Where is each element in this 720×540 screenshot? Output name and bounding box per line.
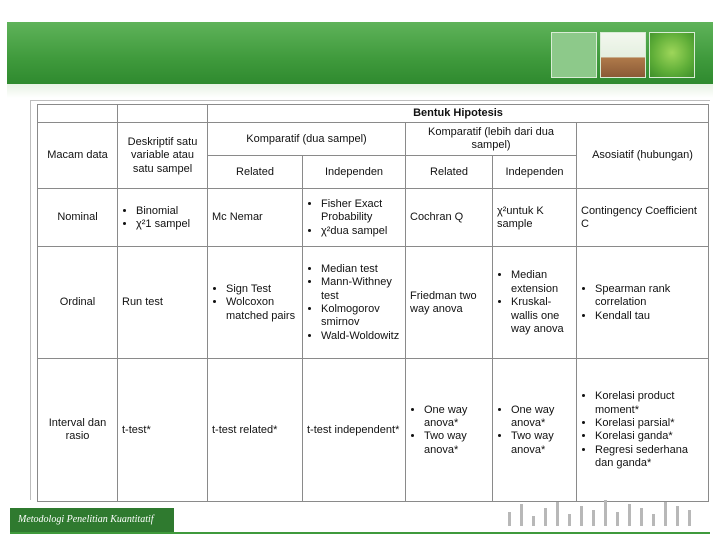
table-row (38, 247, 709, 359)
list-item: • Median test (321, 263, 401, 276)
list-item: • Wald-Woldowitz (321, 330, 401, 343)
tick-decoration (652, 514, 655, 526)
tick-decoration (532, 516, 535, 526)
tick-decoration (604, 500, 607, 526)
list-item: • Fisher Exact Probability (321, 198, 401, 225)
list-item: • Binomial (136, 205, 203, 218)
sprout-photo-thumbnail (600, 32, 646, 78)
cell-ordinal-independen-k (493, 247, 577, 359)
cell-nominal-related-k: Cochran Q (406, 189, 493, 247)
tick-decoration (676, 506, 679, 526)
list-item: • Wolcoxon matched pairs (226, 296, 298, 323)
header-macam-data: Macam data (38, 123, 118, 189)
list-item: • One way anova* (424, 404, 488, 431)
cell-interval-related-k (406, 359, 493, 502)
subheader-independen-lebih: Independen (493, 156, 577, 189)
cell-interval-independen: t-test independent* (303, 359, 406, 502)
table-title: Bentuk Hipotesis (208, 105, 709, 123)
list-item: • Kruskal-wallis one way anova (511, 296, 572, 336)
list-item: • Two way anova* (424, 430, 488, 457)
footer-line (10, 532, 710, 534)
cell-interval-independen-k (493, 359, 577, 502)
footer-label: Metodologi Penelitian Kuantitatif (10, 508, 174, 532)
tick-decoration (544, 508, 547, 526)
cell-ordinal-deskriptif: Run test (118, 247, 208, 359)
cell-interval-deskriptif: t-test* (118, 359, 208, 502)
left-rule (30, 100, 31, 500)
list-item: • Korelasi parsial* (595, 417, 704, 430)
subheader-related-lebih: Related (406, 156, 493, 189)
header-deskriptif: Deskriptif satu variable atau satu sampel (118, 123, 208, 189)
header-komparatif-lebih: Komparatif (lebih dari dua sampel) (406, 123, 577, 156)
tick-decoration (568, 514, 571, 526)
header-komparatif-dua: Komparatif (dua sampel) (208, 123, 406, 156)
cell-interval-related: t-test related* (208, 359, 303, 502)
tick-decoration (556, 502, 559, 526)
list-item: • Korelasi product moment* (595, 390, 704, 417)
list-item: • Two way anova* (511, 430, 572, 457)
cell-nominal-related: Mc Nemar (208, 189, 303, 247)
cell-nominal-deskriptif (118, 189, 208, 247)
page-number-decoration (508, 496, 708, 526)
tick-decoration (616, 512, 619, 526)
table-row (38, 189, 709, 247)
cell-nominal-independen-k: χ²untuk K sample (493, 189, 577, 247)
cell-ordinal-asosiatif (577, 247, 709, 359)
list-item: • Regresi sederhana dan ganda* (595, 444, 704, 471)
hypothesis-table (37, 104, 709, 502)
row-label-ordinal: Ordinal (38, 247, 118, 359)
row-label-interval: Interval dan rasio (38, 359, 118, 502)
header-stripe (7, 84, 713, 98)
leaf-photo-thumbnail (649, 32, 695, 78)
subheader-independen-dua: Independen (303, 156, 406, 189)
tick-decoration (592, 510, 595, 526)
cell-ordinal-related-k: Friedman two way anova (406, 247, 493, 359)
list-item: • Kolmogorov smirnov (321, 303, 401, 330)
cell-interval-asosiatif (577, 359, 709, 502)
cell-nominal-independen (303, 189, 406, 247)
tick-decoration (688, 510, 691, 526)
tick-decoration (628, 504, 631, 526)
list-item: • Korelasi ganda* (595, 430, 704, 443)
list-item: • χ²1 sampel (136, 218, 203, 231)
list-item: • Kendall tau (595, 310, 704, 323)
list-item: • Mann-Withney test (321, 276, 401, 303)
tick-decoration (580, 506, 583, 526)
tick-decoration (640, 508, 643, 526)
table-row (38, 359, 709, 502)
cell-ordinal-related (208, 247, 303, 359)
top-rule (30, 100, 710, 101)
list-item: • Sign Test (226, 283, 298, 296)
list-item: • Median extension (511, 269, 572, 296)
cell-nominal-asosiatif: Contingency Coefficient C (577, 189, 709, 247)
green-square-thumbnail (551, 32, 597, 78)
list-item: • χ²dua sampel (321, 225, 401, 238)
tick-decoration (664, 502, 667, 526)
list-item: • One way anova* (511, 404, 572, 431)
tick-decoration (520, 504, 523, 526)
subheader-related-dua: Related (208, 156, 303, 189)
header-asosiatif: Asosiatif (hubungan) (577, 123, 709, 189)
tick-decoration (508, 512, 511, 526)
cell-ordinal-independen (303, 247, 406, 359)
row-label-nominal: Nominal (38, 189, 118, 247)
list-item: • Spearman rank correlation (595, 283, 704, 310)
